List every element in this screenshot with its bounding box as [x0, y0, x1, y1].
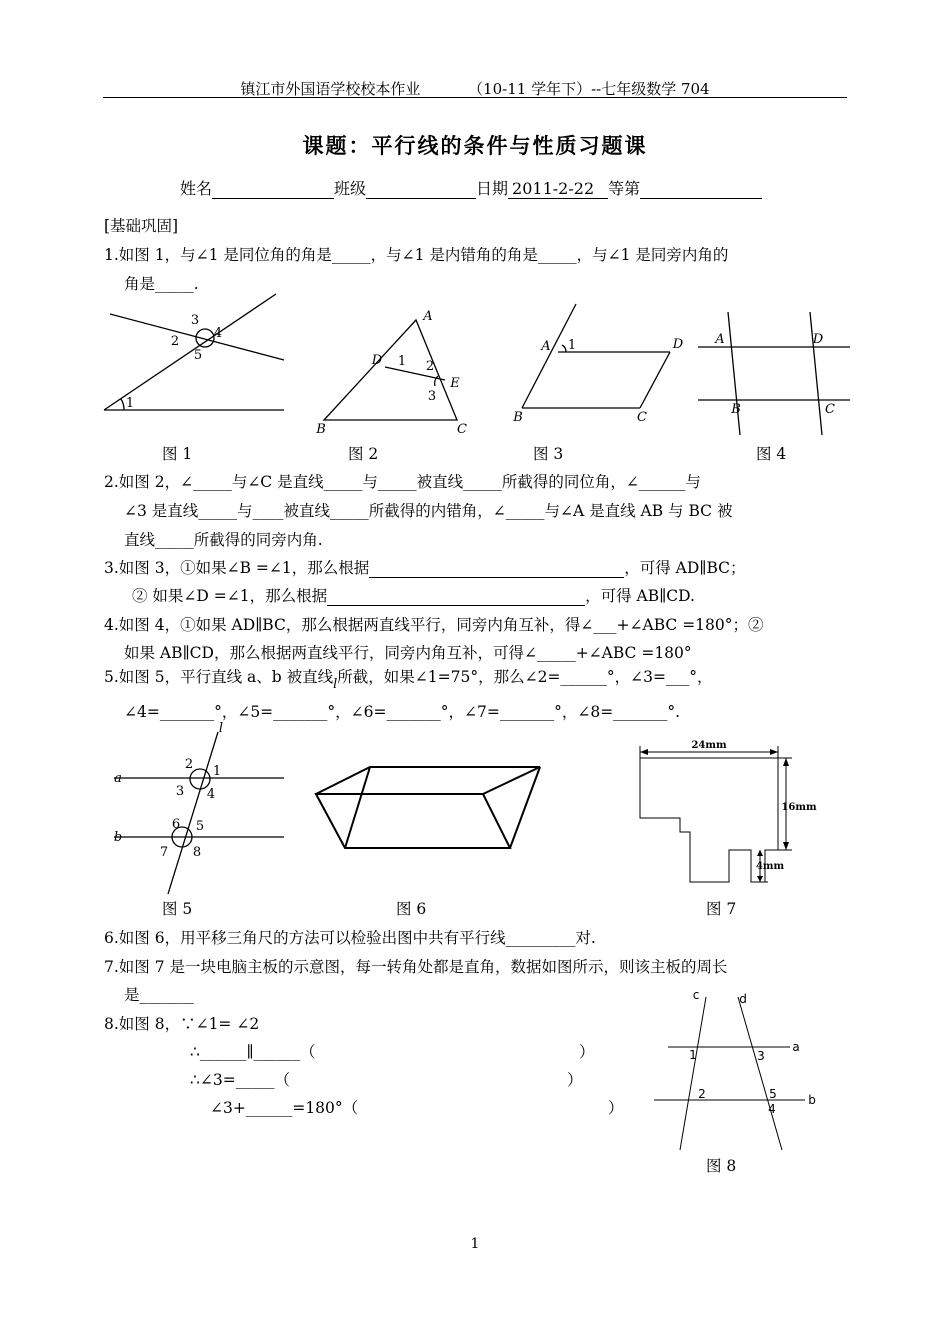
fig8-label-b: b [808, 1093, 816, 1107]
name-field[interactable] [212, 180, 334, 199]
fig2-label-A: A [423, 309, 433, 324]
q8-line2-close: ） [579, 1043, 595, 1061]
fig8-label-5: 5 [769, 1087, 777, 1101]
q3-line1-end: ，可得 AD∥BC； [624, 559, 746, 577]
fig2-label-3: 3 [427, 389, 437, 404]
q4-line2: 如果 AB∥CD，那么根据两直线平行，同旁内角互补，可得∠_____+∠ABC =180° [124, 644, 692, 662]
fig5-label-1: 1 [212, 764, 222, 779]
fig5-label-7: 7 [159, 845, 169, 860]
figure-3 [522, 304, 670, 408]
fig1-label-4: 4 [213, 326, 223, 341]
fig5-label-b: b [113, 830, 123, 845]
page-header: 镇江市外国语学校校本作业 （10-11 学年下）--七年级数学 704 [240, 80, 710, 98]
q1-line1: 1.如图 1，与∠1 是同位角的角是_____，与∠1 是内错角的角是_____，与∠1 是同旁内角的 [104, 246, 729, 264]
fig8-label-c: c [692, 988, 700, 1002]
q2-line3: 直线_____所截得的同旁内角. [124, 531, 323, 549]
q8-line4: ∠3+______=180°（ [210, 1099, 359, 1117]
fig4-label-A: A [715, 332, 725, 347]
q3-blank-2[interactable] [327, 587, 585, 606]
figure-5 [114, 732, 284, 894]
fig2-label-D: D [371, 353, 383, 368]
q5-line2: ∠4=_______°，∠5=_______°，∠6=_______°，∠7=_______°，∠8=_______°. [124, 703, 681, 721]
fig3-label-A: A [541, 339, 551, 354]
q3-line2 [132, 584, 695, 606]
fig4-label-C: C [825, 402, 835, 417]
fig7-label-24mm: 24mm [691, 740, 727, 751]
fig8-label-1: 1 [689, 1048, 697, 1062]
fig3-label-1: 1 [567, 338, 577, 353]
caption-fig1: 图 1 [162, 445, 193, 463]
name-label: 姓名 [180, 179, 213, 198]
q3-line1-text: 3.如图 3，①如果∠B =∠1，那么根据 [104, 559, 370, 577]
caption-fig2: 图 2 [348, 445, 379, 463]
fig2-label-C: C [457, 422, 467, 437]
caption-fig8: 图 8 [706, 1157, 737, 1175]
caption-fig6: 图 6 [396, 900, 427, 918]
fig2-label-2: 2 [425, 359, 435, 374]
fig5-label-3: 3 [175, 784, 185, 799]
fig2-label-B: B [316, 422, 326, 437]
date-value: 2011-2-22 [508, 179, 608, 199]
fig5-label-2: 2 [184, 757, 194, 772]
q8-line2: ∴______∥______（ [190, 1043, 316, 1061]
fig1-label-2: 2 [170, 334, 180, 349]
q3-line1 [104, 556, 745, 578]
fig5-label-5: 5 [195, 819, 205, 834]
q3-blank-1[interactable] [369, 559, 624, 578]
q5-line-letter: l [333, 677, 338, 692]
figures-row-2 [100, 722, 850, 897]
fig5-label-4: 4 [206, 787, 216, 802]
fig8-label-2: 2 [698, 1087, 706, 1101]
fig4-label-B: B [731, 402, 741, 417]
q6-line: 6.如图 6，用平移三角尺的方法可以检验出图中共有平行线_________对. [104, 929, 596, 947]
q1-line2: 角是_____. [124, 275, 199, 293]
fig2-label-E: E [450, 376, 460, 391]
class-field[interactable] [366, 180, 476, 199]
figure-6 [316, 767, 540, 848]
fig3-label-C: C [637, 410, 647, 425]
q2-line2: ∠3 是直线_____与____被直线_____所截得的内错角，∠_____与∠A 是直线 AB 与 BC 被 [124, 502, 733, 520]
grade-field[interactable] [640, 180, 762, 199]
student-info-line [180, 176, 762, 199]
fig8-label-3: 3 [757, 1049, 765, 1063]
fig4-label-D: D [812, 332, 824, 347]
fig1-label-5: 5 [193, 348, 203, 363]
fig3-label-B: B [513, 410, 523, 425]
q7-line2: 是_______ [124, 986, 194, 1004]
caption-fig3: 图 3 [533, 445, 564, 463]
grade-label: 等第 [608, 179, 641, 198]
q5-line1 [104, 665, 713, 692]
fig5-label-6: 6 [171, 817, 181, 832]
q8-line3-close: ） [567, 1071, 583, 1089]
class-label: 班级 [334, 179, 367, 198]
figure-8 [640, 985, 840, 1165]
fig2-label-1: 1 [397, 354, 407, 369]
header-rule [103, 97, 847, 98]
fig5-label-8: 8 [192, 845, 202, 860]
fig7-label-16mm: 16mm [781, 802, 817, 813]
caption-fig4: 图 4 [756, 445, 787, 463]
q5-line1-text: 5.如图 5，平行直线 a、b 被直线 [104, 668, 334, 686]
page-number: 1 [470, 1236, 480, 1252]
fig8-label-d: d [739, 992, 747, 1006]
date-label: 日期 [476, 179, 509, 198]
fig1-label-1: 1 [125, 396, 135, 411]
q7-line1: 7.如图 7 是一块电脑主板的示意图，每一转角处都是直角，数据如图所示，则该主板的周长 [104, 958, 728, 976]
fig1-label-3: 3 [190, 313, 200, 328]
q3-line2-text: ② 如果∠D =∠1，那么根据 [132, 587, 328, 605]
figures-row-1 [100, 290, 850, 440]
fig3-label-D: D [672, 337, 684, 352]
fig8-label-4: 4 [768, 1102, 776, 1116]
q3-line2-end: ，可得 AB∥CD. [585, 587, 695, 605]
q8-line3: ∴∠3=_____（ [190, 1071, 290, 1089]
section-heading: [基础巩固] [104, 217, 179, 235]
q4-line1: 4.如图 4，①如果 AD∥BC，那么根据两直线平行，同旁内角互补，得∠___+∠ABC =180°；② [104, 616, 764, 634]
q8-line4-close: ） [608, 1099, 624, 1117]
caption-fig5: 图 5 [162, 900, 193, 918]
page-title: 课题：平行线的条件与性质习题课 [302, 133, 648, 158]
fig5-label-l: l [218, 722, 224, 736]
q8-line1: 8.如图 8，∵∠1= ∠2 [104, 1015, 260, 1033]
fig5-label-a: a [114, 771, 122, 786]
figure-2 [324, 320, 457, 420]
fig8-label-a: a [792, 1040, 800, 1054]
fig7-label-4mm: 4mm [755, 861, 785, 872]
caption-fig7: 图 7 [706, 900, 737, 918]
q5-line1-end: 所截，如果∠1=75°，那么∠2=______°，∠3=___°， [337, 668, 713, 686]
q2-line1: 2.如图 2，∠_____与∠C 是直线_____与_____被直线_____所截得的同位角，∠______与 [104, 473, 701, 491]
